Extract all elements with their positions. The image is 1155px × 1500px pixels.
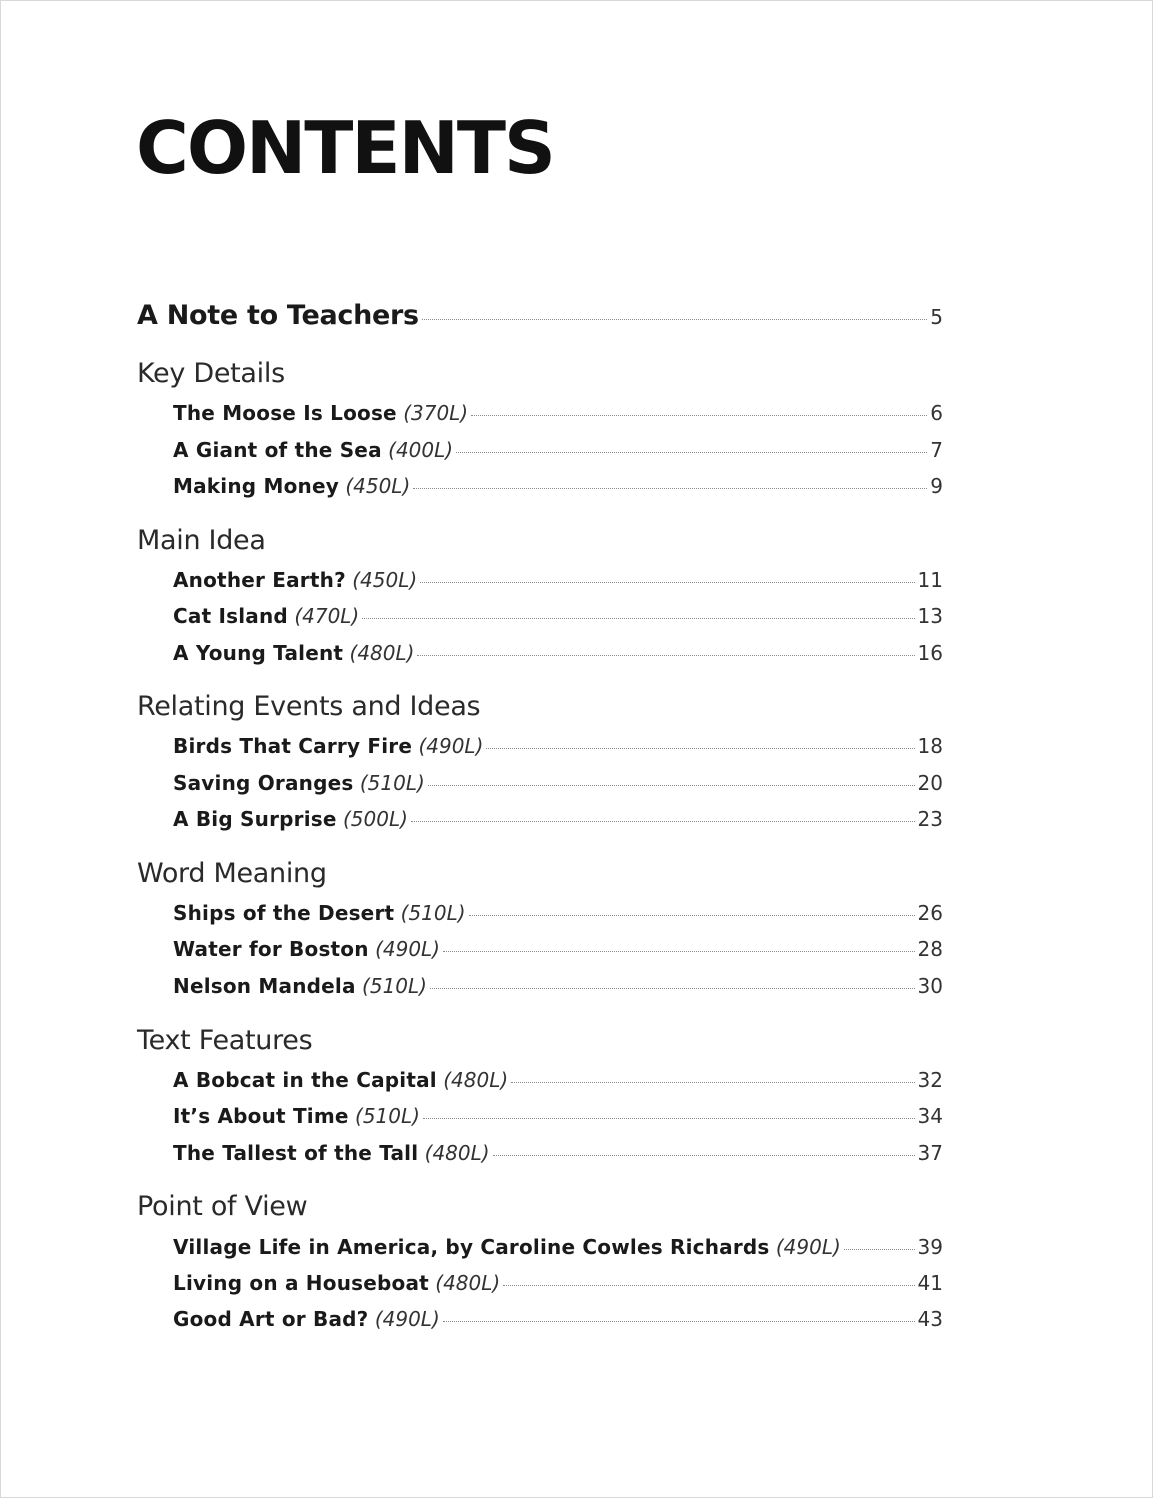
dot-leader xyxy=(486,748,914,749)
toc-entry[interactable] xyxy=(173,568,943,592)
dot-leader xyxy=(443,1321,915,1322)
dot-leader xyxy=(430,988,915,989)
dot-leader xyxy=(362,618,914,619)
section-heading-key-details: Key Details xyxy=(137,358,285,389)
dot-leader xyxy=(493,1155,915,1156)
toc-entry[interactable] xyxy=(173,1068,943,1092)
entry-title: A Young Talent xyxy=(173,641,344,665)
dot-leader xyxy=(422,319,927,320)
entry-lexile: (490L) xyxy=(418,734,484,758)
dot-leader xyxy=(428,785,915,786)
entry-title: Good Art or Bad? xyxy=(173,1307,369,1331)
toc-entry[interactable] xyxy=(173,1141,943,1165)
toc-page-number: 13 xyxy=(917,604,943,628)
section-heading-main-idea: Main Idea xyxy=(137,525,266,556)
entry-lexile: (490L) xyxy=(775,1235,841,1259)
dot-leader xyxy=(443,951,915,952)
entry-lexile: (490L) xyxy=(374,1307,440,1331)
dot-leader xyxy=(413,488,927,489)
entry-lexile: (370L) xyxy=(403,401,469,425)
toc-entry[interactable] xyxy=(173,641,943,665)
dot-leader xyxy=(469,915,915,916)
toc-entry[interactable] xyxy=(173,974,943,998)
dot-leader xyxy=(456,452,927,453)
dot-leader xyxy=(420,582,914,583)
entry-lexile: (480L) xyxy=(349,641,415,665)
toc-page-number: 7 xyxy=(930,438,943,462)
entry-lexile: (480L) xyxy=(435,1271,501,1295)
dot-leader xyxy=(511,1082,914,1083)
entry-lexile: (480L) xyxy=(424,1141,490,1165)
section-heading-text-features: Text Features xyxy=(137,1025,313,1056)
entry-lexile: (480L) xyxy=(443,1068,509,1092)
dot-leader xyxy=(844,1249,915,1250)
toc-entry[interactable] xyxy=(173,474,943,498)
entry-title: A Big Surprise xyxy=(173,807,337,831)
dot-leader xyxy=(471,415,927,416)
toc-entry[interactable] xyxy=(173,807,943,831)
toc-page-number: 23 xyxy=(917,807,943,831)
entry-lexile: (500L) xyxy=(343,807,408,831)
toc-note-row[interactable] xyxy=(137,300,943,331)
toc-entry[interactable] xyxy=(173,734,943,758)
toc-page-number: 37 xyxy=(917,1141,943,1165)
toc-entry[interactable] xyxy=(173,771,943,795)
toc-entry[interactable] xyxy=(173,604,943,628)
entry-lexile: (510L) xyxy=(359,771,425,795)
dot-leader xyxy=(417,655,914,656)
section-heading-relating-events: Relating Events and Ideas xyxy=(137,691,481,722)
entry-lexile: (450L) xyxy=(352,568,418,592)
toc-entry[interactable] xyxy=(173,1271,943,1295)
toc-page-number: 43 xyxy=(917,1307,943,1331)
section-heading-word-meaning: Word Meaning xyxy=(137,858,327,889)
toc-page-number: 28 xyxy=(917,937,943,961)
toc-page-number: 32 xyxy=(917,1068,943,1092)
toc-page-number: 18 xyxy=(917,734,943,758)
entry-title: A Giant of the Sea xyxy=(173,438,382,462)
section-heading-point-of-view: Point of View xyxy=(137,1191,308,1222)
entry-lexile: (510L) xyxy=(362,974,427,998)
entry-title: Another Earth? xyxy=(173,568,346,592)
entry-title: Village Life in America, by Caroline Cowles Richards xyxy=(173,1235,770,1259)
entry-title: The Tallest of the Tall xyxy=(173,1141,419,1165)
entry-lexile: (490L) xyxy=(375,937,440,961)
toc-entry[interactable] xyxy=(173,1104,943,1128)
toc-entry[interactable] xyxy=(173,438,943,462)
toc-page-number: 16 xyxy=(917,641,943,665)
entry-title: Nelson Mandela xyxy=(173,974,356,998)
page-title: CONTENTS xyxy=(136,106,554,190)
entry-title: Ships of the Desert xyxy=(173,901,395,925)
toc-page-number: 26 xyxy=(917,901,943,925)
toc-page-number: 41 xyxy=(917,1271,943,1295)
toc-page-number: 39 xyxy=(917,1235,943,1259)
entry-title: Living on a Houseboat xyxy=(173,1271,429,1295)
toc-page-number: 20 xyxy=(917,771,943,795)
entry-lexile: (400L) xyxy=(388,438,454,462)
toc-note-label: A Note to Teachers xyxy=(137,300,419,331)
entry-title: Saving Oranges xyxy=(173,771,354,795)
toc-page-number: 5 xyxy=(930,305,943,329)
entry-title: The Moose Is Loose xyxy=(173,401,397,425)
entry-lexile: (510L) xyxy=(400,901,466,925)
dot-leader xyxy=(423,1118,915,1119)
toc-entry[interactable] xyxy=(173,401,943,425)
toc-page-number: 34 xyxy=(917,1104,943,1128)
toc-entry[interactable] xyxy=(173,937,943,961)
toc-entry[interactable] xyxy=(173,1235,943,1259)
entry-title: A Bobcat in the Capital xyxy=(173,1068,437,1092)
entry-title: Water for Boston xyxy=(173,937,369,961)
entry-lexile: (470L) xyxy=(294,604,360,628)
entry-title: Birds That Carry Fire xyxy=(173,734,413,758)
entry-title: Cat Island xyxy=(173,604,288,628)
dot-leader xyxy=(503,1285,914,1286)
toc-page-number: 9 xyxy=(930,474,943,498)
entry-lexile: (450L) xyxy=(345,474,411,498)
toc-entry[interactable] xyxy=(173,1307,943,1331)
dot-leader xyxy=(411,821,915,822)
toc-page-number: 6 xyxy=(930,401,943,425)
entry-lexile: (510L) xyxy=(355,1104,420,1128)
entry-title: It’s About Time xyxy=(173,1104,349,1128)
entry-title: Making Money xyxy=(173,474,339,498)
toc-page-number: 30 xyxy=(917,974,943,998)
toc-entry[interactable] xyxy=(173,901,943,925)
toc-page-number: 11 xyxy=(917,568,943,592)
